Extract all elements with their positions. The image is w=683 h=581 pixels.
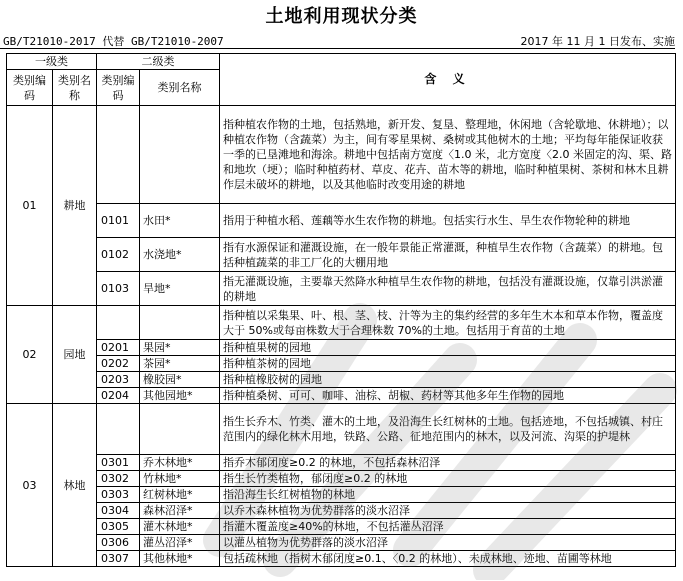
empty-cell [97,306,140,340]
table-row [7,204,676,238]
level2-name: 果园* [140,340,220,356]
level2-code: 0301 [97,455,140,471]
level2-code: 0306 [97,535,140,551]
level2-description: 指种植果树的园地 [220,340,676,356]
level1-name: 园地 [53,306,97,404]
level2-code: 0303 [97,487,140,503]
level2-name: 森林沼泽* [140,503,220,519]
empty-cell [140,404,220,455]
level1-header: 一级类 [7,54,97,70]
level2-description: 指种植桑树、可可、咖啡、油棕、胡椒、药材等其他多年生作物的园地 [220,388,676,404]
level2-description: 以乔木森林植物为优势群落的淡水沼泽 [220,503,676,519]
level2-code: 0203 [97,372,140,388]
level1-code: 02 [7,306,53,404]
level2-description: 包括疏林地（指树木郁闭度≥0.1、〈0.2 的林地）、未成林地、迹地、苗圃等林地 [220,551,676,567]
table-row [7,372,676,388]
empty-cell [97,106,140,204]
level1-description: 指生长乔木、竹类、灌木的土地，及沿海生长红树林的土地。包括迹地，不包括城镇、村庄范围内的绿化林木用地，铁路、公路、征地范围内的林木，以及河流、沟渠的护堤林 [220,404,676,455]
standard-number: GB/T21010-2017 代替 GB/T21010-2007 [3,35,224,48]
level2-name: 茶园* [140,356,220,372]
level2-description: 指种植茶树的园地 [220,356,676,372]
level2-name: 灌丛沼泽* [140,535,220,551]
empty-cell [97,404,140,455]
level2-description: 指乔木郁闭度≥0.2 的林地，不包括森林沼泽 [220,455,676,471]
level2-description: 指用于种植水稻、莲藕等水生农作物的耕地。包括实行水生、旱生农作物轮种的耕地 [220,204,676,238]
level2-description: 指有水源保证和灌溉设施，在一般年景能正常灌溉，种植旱生农作物（含蔬菜）的耕地。包括种植蔬菜的非工厂化的大棚用地 [220,238,676,272]
meaning-header: 含 义 [220,54,676,106]
level2-name: 红树林地* [140,487,220,503]
level2-name: 旱地* [140,272,220,306]
table-row [7,388,676,404]
level2-code: 0305 [97,519,140,535]
table-row [7,503,676,519]
level1-code: 03 [7,404,53,567]
table-row [7,272,676,306]
level1-code: 01 [7,106,53,306]
level1-description: 指种植农作物的土地，包括熟地，新开发、复垦、整理地，休闲地（含轮歇地、休耕地）；以种植农作物（含蔬菜）为主，间有零星果树、桑树或其他树木的土地；平均每年能保证收获一季的已垦滩地和海涂。耕地中包括南方宽度〈1.0 米，北方宽度〈2.0 米固定的沟、渠、路和地坎（埂）；临时种植药材、草皮、花卉、苗木等的耕地，临时种植果树、茶树和林木且耕作层未破坏的耕地，以及其他临时改变用途的耕地 [220,106,676,204]
table-row [7,356,676,372]
table-row [7,306,676,340]
level2-name: 灌木林地* [140,519,220,535]
level2-name: 其他园地* [140,388,220,404]
level2-name: 水田* [140,204,220,238]
level2-code: 0307 [97,551,140,567]
level2-description: 指沿海生长红树植物的林地 [220,487,676,503]
level2-name: 橡胶园* [140,372,220,388]
table-row [7,238,676,272]
header-rule [0,48,675,49]
level1-description: 指种植以采集果、叶、根、茎、枝、汁等为主的集约经营的多年生木本和草本作物，覆盖度大于 50%或每亩株数大于合理株数 70%的土地。包括用于育苗的土地 [220,306,676,340]
level1-name: 耕地 [53,106,97,306]
level2-header: 二级类 [97,54,220,70]
table-row [7,455,676,471]
empty-cell [140,306,220,340]
empty-cell [140,106,220,204]
table-row [7,340,676,356]
page-title: 土地利用现状分类 [265,6,418,27]
level2-code: 0101 [97,204,140,238]
table-row [7,535,676,551]
table-row [7,551,676,567]
table-row [7,487,676,503]
level2-code: 0102 [97,238,140,272]
level2-description: 指种植橡胶树的园地 [220,372,676,388]
level2-code: 0304 [97,503,140,519]
level2-name: 乔木林地* [140,455,220,471]
level2-code: 0302 [97,471,140,487]
level1-code-header: 类别编码 [7,70,53,106]
level2-code: 0202 [97,356,140,372]
level2-name: 竹林地* [140,471,220,487]
land-use-table [6,53,676,567]
table-row [7,519,676,535]
table-row [7,106,676,204]
level2-code: 0103 [97,272,140,306]
level2-name: 其他林地* [140,551,220,567]
level2-description: 指生长竹类植物，郁闭度≥0.2 的林地 [220,471,676,487]
level2-code: 0204 [97,388,140,404]
level2-code: 0201 [97,340,140,356]
level2-description: 指灌木覆盖度≥40%的林地，不包括灌丛沼泽 [220,519,676,535]
level2-name-header: 类别名称 [140,70,220,106]
level1-name-header: 类别名称 [53,70,97,106]
publish-date: 2017 年 11 月 1 日发布、实施 [520,35,675,48]
level2-description: 指无灌溉设施，主要靠天然降水种植旱生农作物的耕地，包括没有灌溉设施，仅靠引洪淤灌的耕地 [220,272,676,306]
table-row [7,471,676,487]
level2-code-header: 类别编码 [97,70,140,106]
level2-name: 水浇地* [140,238,220,272]
level2-description: 以灌丛植物为优势群落的淡水沼泽 [220,535,676,551]
level1-name: 林地 [53,404,97,567]
table-row [7,404,676,455]
